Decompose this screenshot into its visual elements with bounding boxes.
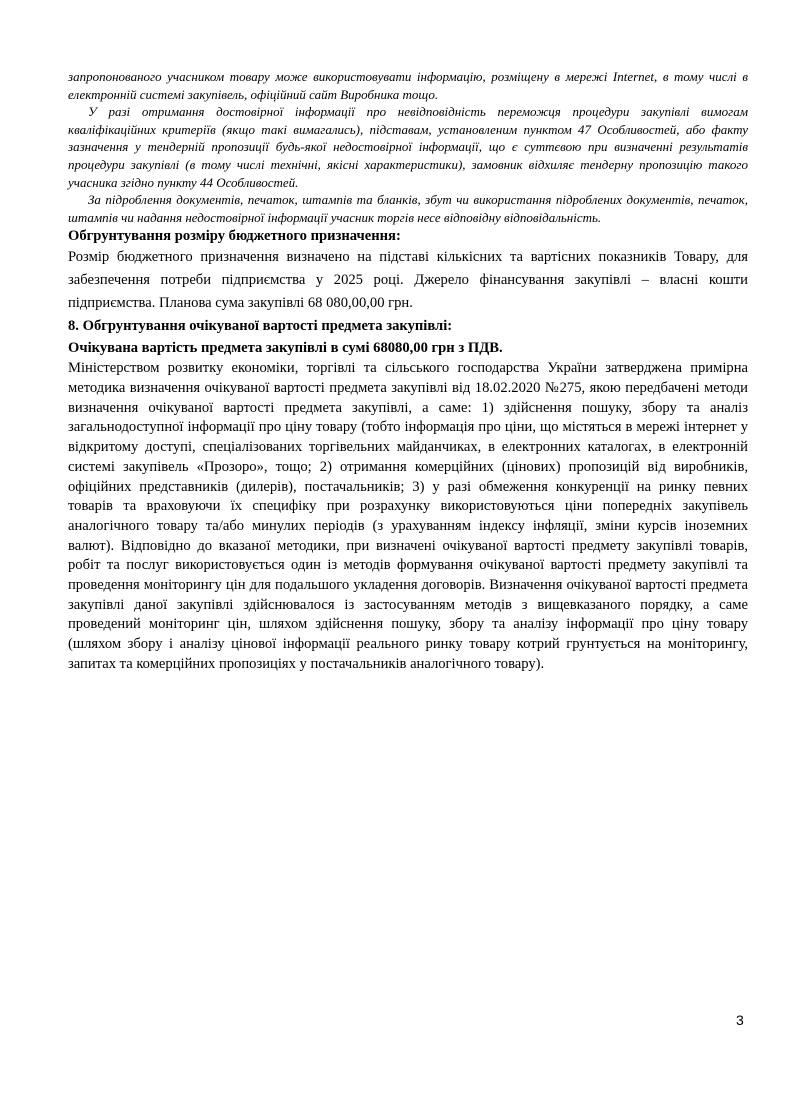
italic-paragraph-forgery: За підроблення документів, печаток, штампів та бланків, збут чи використання підроблених документів, печаток, штампів чи надання недостовірної інформації учасник торгів несе відповідну відповідальність. [68,192,748,225]
document-page [68,68,748,675]
budget-text: Розмір бюджетного призначення визначено на підставі кількісних та вартісних показників Товару, для забезпечення потреби підприємства у 2025 році. Джерело фінансування закупівлі – власні кошти підприємства. Планова сума закупівлі 68 080,00,00 грн. [68,249,748,312]
page-number: 3 [736,1012,744,1028]
italic-terms-block [68,68,748,226]
italic-paragraph-internet-info: запропонованого учасником товару може використовувати інформацію, розміщену в мережі Internet, в тому числі в електронній системі закупівель, офіційний сайт Виробника тощо. [68,69,748,102]
italic-paragraph-rejection: У разі отримання достовірної інформації про невідповідність переможця процедури закупівлі вимогам кваліфікаційних критеріїв (якщо такі вимагались), підставам, установленим пунктом 47 Особливостей, або факту зазначення у тендерній пропозиції будь-якої недостовірної інформації, що є суттєвою при визначенні результатів процедури закупівлі (в тому числі технічні, якісні характеристики), замовник відхиляє тендерну пропозицію такого учасника згідно пункту 44 Особливостей. [68,104,748,190]
method-text: Міністерством розвитку економіки, торгівлі та сільського господарства України затверджена примірна методика визначення очікуваної вартості предмета закупівлі від 18.02.2020 №275, якою передбачені методи визначення очікуваної вартості предмета закупівлі, а саме: 1) здійснення пошуку, збору та аналіз загальнодоступної інформації про ціну товару (тобто інформація про ціни, що містяться в мережі інтернет у відкритому доступі, спеціалізованих торгівельних майданчиках, в електронних каталогах, в електронній системі закупівель «Прозоро», тощо; 2) отримання комерційних (цінових) пропозицій від виробників, офіційних представників (дилерів), постачальників; 3) у разі обмеження конкуренції на ринку певних товарів та враховуючи їх специфіку при розрахунку використовуються ціни попередніх закупівель аналогічного товару та/або минулих періодів (з урахуванням індексу інфляції, зміни курсів іноземних валют). Відповідно до вказаної методики, при визначені очікуваної вартості предмету закупівлі товарів, робіт та послуг використовується один із методів формування очікуваної вартості предмету закупівлі та проведення моніторингу цін для подальшого укладення договорів. Визначення очікуваної вартості предмета закупівлі даної закупівлі здійснювалося із застосуванням методів з вищевказаного порядку, а саме проведений моніторинг цін, шляхом здійснення пошуку, збору та аналізу інформації про ціну товару (шляхом збору і аналізу цінової інформації реального ринку товару котрий грунтується на моніторингу, запитах та комерційних пропозиціях у постачальників аналогічного товару). [68,360,748,672]
budget-heading: Обгрунтування розміру бюджетного призначення: [68,228,401,245]
section-8-heading: 8. Обгрунтування очікуваної вартості предмета закупівлі: [68,318,453,335]
expected-cost-heading: Очікувана вартість предмета закупівлі в сумі 68080,00 грн з ПДВ. [68,340,503,357]
